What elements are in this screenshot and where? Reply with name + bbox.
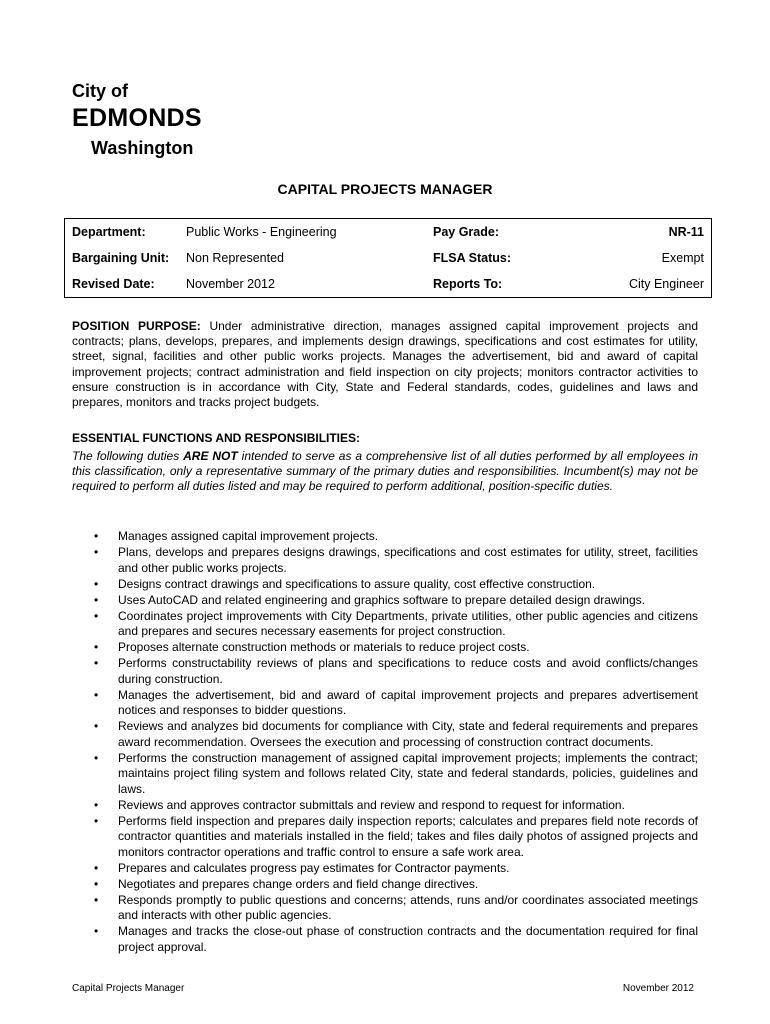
city-name: EDMONDS: [72, 104, 202, 132]
duty-text: Performs constructability reviews of plans and specifications to reduce costs and avoid conflicts/changes during construction.: [118, 656, 698, 686]
department-value: Public Works - Engineering: [186, 225, 337, 239]
reports-to-value: City Engineer: [628, 277, 704, 291]
essential-functions-title: ESSENTIAL FUNCTIONS AND RESPONSIBILITIES:: [72, 431, 361, 445]
bullet-icon: •: [94, 876, 99, 891]
bullet-icon: •: [94, 592, 99, 607]
reports-to-label: Reports To:: [433, 277, 503, 291]
duty-text: Plans, develops and prepares designs drawings, specifications and cost estimates for utility, street, facilities and other public works projects.: [118, 545, 698, 575]
list-item: [72, 751, 698, 798]
duty-text: Performs the construction management of assigned capital improvement projects; implements the contract; maintains project filing system and follows related City, state and federal standards, policies, guidelines and laws.: [118, 750, 698, 796]
pay-grade-value: NR-11: [668, 225, 704, 239]
revised-date-value: November 2012: [186, 277, 275, 291]
bullet-icon: •: [94, 750, 99, 765]
list-item: [72, 814, 698, 861]
duty-text: Performs field inspection and prepares daily inspection reports; calculates and prepares field note records of contractor quantities and materials installed in the field; takes and files daily photos of assigned projects and monitors contractor operations and traffic control to ensure a safe work area.: [118, 813, 698, 859]
list-item: [72, 609, 698, 640]
job-title: CAPITAL PROJECTS MANAGER: [277, 181, 493, 197]
flsa-status-value: Exempt: [661, 251, 704, 265]
intro-emphasis: ARE NOT: [183, 449, 238, 463]
duty-text: Prepares and calculates progress pay estimates for Contractor payments.: [118, 860, 510, 875]
duty-text: Proposes alternate construction methods or materials to reduce project costs.: [118, 640, 530, 654]
bargaining-unit-value: Non Represented: [186, 251, 284, 265]
list-item: [72, 656, 698, 687]
bullet-icon: •: [94, 687, 99, 702]
position-purpose-label: POSITION PURPOSE:: [72, 319, 201, 333]
bullet-icon: •: [94, 545, 99, 559]
bullet-icon: •: [94, 576, 99, 591]
duties-list: [72, 529, 698, 956]
department-label: Department:: [72, 225, 146, 239]
duty-text: Uses AutoCAD and related engineering and graphics software to prepare detailed design drawings.: [118, 592, 645, 607]
bullet-icon: •: [94, 797, 99, 812]
revised-date-label: Revised Date:: [72, 277, 155, 291]
bullet-icon: •: [94, 719, 99, 733]
position-purpose: [72, 319, 698, 410]
bargaining-unit-label: Bargaining Unit:: [72, 251, 170, 265]
bullet-icon: •: [94, 529, 99, 543]
list-item: [72, 877, 698, 893]
intro-text-after: intended to serve as a comprehensive list of all duties performed by all employees in this classification, only a representative summary of the primary duties and responsibilities. Incumbent(s) may not be required to perform all duties listed and may be required to perform additional, position-specific duties.: [72, 449, 699, 494]
bullet-icon: •: [94, 656, 99, 670]
intro-text-before: The following duties: [72, 449, 184, 463]
city-of-label: City of: [72, 81, 128, 101]
list-item: [72, 593, 698, 609]
duty-text: Coordinates project improvements with City Departments, private utilities, other public agencies and citizens and prepares and secures necessary easements for project construction.: [118, 608, 698, 638]
list-item: [72, 577, 698, 593]
duty-text: Manages assigned capital improvement projects.: [118, 529, 379, 543]
table-row: [65, 271, 712, 298]
footer-date: November 2012: [622, 983, 694, 994]
bullet-icon: •: [94, 640, 99, 654]
list-item: [72, 861, 698, 877]
state-name: Washington: [91, 138, 194, 158]
duty-text: Responds promptly to public questions and concerns; attends, runs and/or coordinates associated meetings and interacts with other public agencies.: [118, 892, 698, 922]
bullet-icon: •: [94, 813, 99, 828]
duty-text: Designs contract drawings and specifications to assure quality, cost effective construction.: [118, 576, 596, 591]
bullet-icon: •: [94, 860, 99, 875]
footer-title: Capital Projects Manager: [72, 983, 185, 994]
duty-text: Reviews and analyzes bid documents for compliance with City, state and federal requirements and prepares award recommendation. Oversees the execution and processing of construction contract documents.: [118, 719, 698, 749]
essential-functions-intro: [72, 449, 698, 495]
list-item: [72, 798, 698, 814]
bullet-icon: •: [94, 608, 99, 623]
list-item: [72, 545, 698, 576]
list-item: [72, 640, 698, 656]
list-item: [72, 893, 698, 924]
list-item: [72, 529, 698, 545]
duty-text: Reviews and approves contractor submittals and review and respond to request for information.: [118, 797, 625, 812]
table-row: [65, 245, 712, 271]
duty-text: Manages the advertisement, bid and award of capital improvement projects and prepares advertisement notices and responses to bidder questions.: [118, 687, 698, 717]
table-row: [65, 219, 712, 246]
job-info-table: [64, 218, 712, 298]
flsa-status-label: FLSA Status:: [433, 251, 512, 265]
list-item: [72, 924, 698, 955]
duty-text: Negotiates and prepares change orders and field change directives.: [118, 876, 479, 891]
bullet-icon: •: [94, 892, 99, 907]
bullet-icon: •: [94, 924, 99, 938]
duty-text: Manages and tracks the close-out phase of construction contracts and the documentation required for final project approval.: [118, 924, 698, 954]
pay-grade-label: Pay Grade:: [433, 225, 500, 239]
list-item: [72, 719, 698, 750]
position-purpose-text: Under administrative direction, manages assigned capital improvement projects and contracts; plans, develops, prepares, and implements design drawings, specifications and cost estimates for utility, street, signal, facilities and other public works projects. Manages the advertisement, bid and award of capital improvement projects; contract administration and field inspection on city projects; monitors contractor activities to ensure construction is in accordance with City, State and Federal standards, codes, guidelines and laws and prepares, monitors and tracks project budgets.: [72, 319, 698, 410]
list-item: [72, 688, 698, 719]
